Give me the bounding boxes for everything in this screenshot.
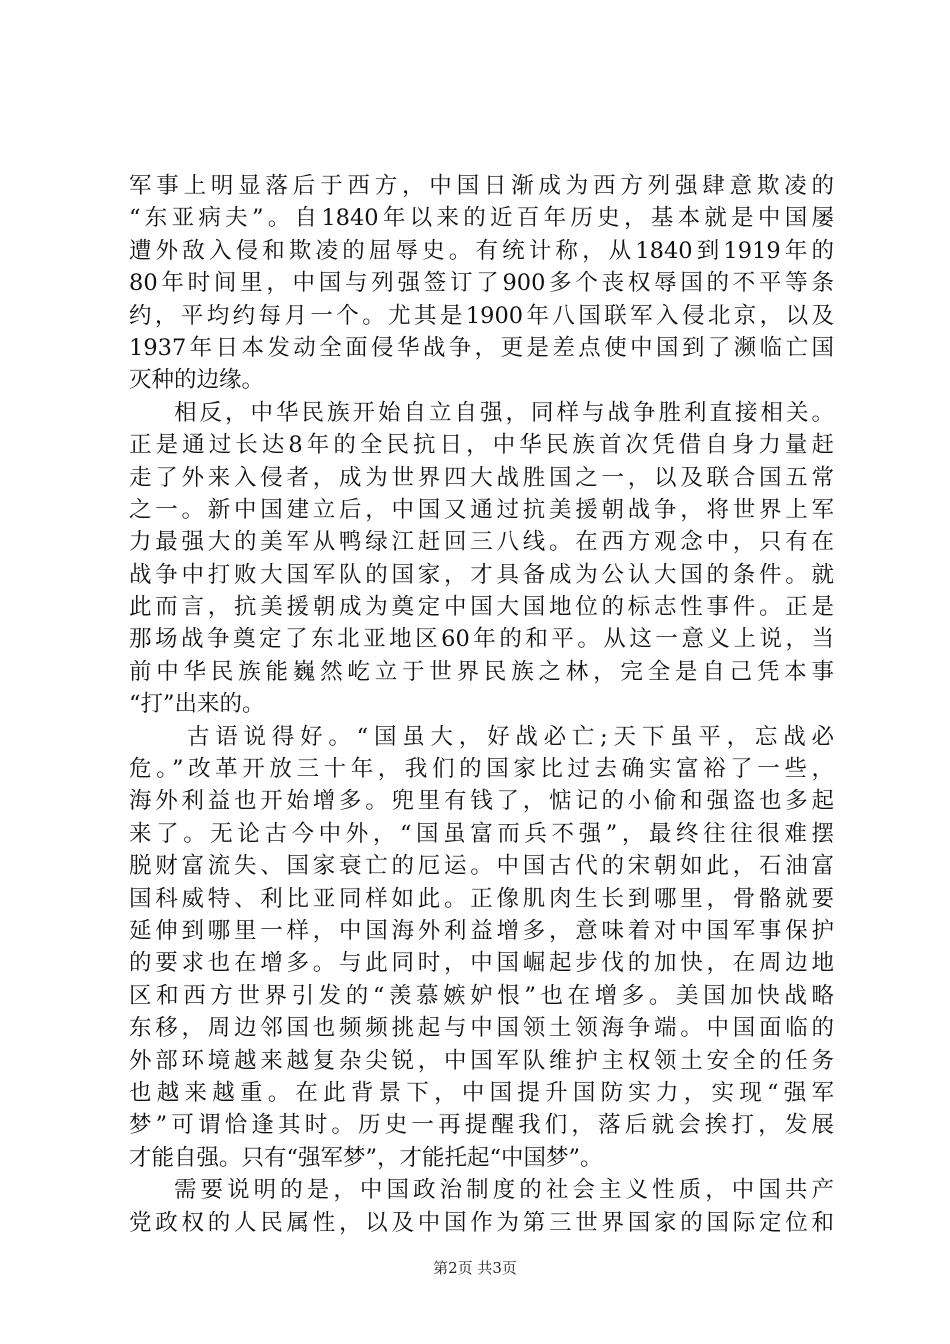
text-line: 需要说明的是，中国政治制度的社会主义性质，中国共产 bbox=[174, 1177, 834, 1204]
text-line: 相反，中华民族开始自立自强，同样与战争胜利直接相关。 bbox=[174, 399, 834, 426]
text-line: 力最强大的美军从鸭绿江赶回三八线。在西方观念中，只有在 bbox=[129, 529, 834, 556]
text-line: 遭外敌入侵和欺凌的屈辱史。有统计称，从1840到1919年的 bbox=[129, 237, 834, 264]
text-line: 战争中打败大国军队的国家，才具备成为公认大国的条件。就 bbox=[129, 561, 834, 588]
text-line: 军事上明显落后于西方，中国日渐成为西方列强肆意欺凌的 bbox=[129, 173, 834, 199]
text-line: 之一。新中国建立后，中国又通过抗美援朝战争，将世界上军 bbox=[129, 496, 834, 523]
text-line: 古语说得好。“国虽大，好战必亡;天下虽平，忘战必 bbox=[187, 723, 834, 750]
text-line: 也越来越重。在此背景下，中国提升国防实力，实现“强军 bbox=[129, 1079, 834, 1106]
text-line: 海外利益也开始增多。兜里有钱了，惦记的小偷和强盗也多起 bbox=[129, 788, 834, 815]
text-line: 那场战争奠定了东北亚地区60年的和平。从这一意义上说，当 bbox=[129, 626, 834, 653]
text-line: 1937年日本发动全面侵华战争，更是差点使中国到了濒临亡国 bbox=[129, 334, 834, 361]
text-line: 延伸到哪里一样，中国海外利益增多，意味着对中国军事保护 bbox=[129, 917, 834, 944]
text-line: 灭种的边缘。 bbox=[129, 367, 265, 394]
text-line: 的要求也在增多。与此同时，中国崛起步伐的加快，在周边地 bbox=[129, 950, 834, 977]
text-line: 国科威特、利比亚同样如此。正像肌肉生长到哪里，骨骼就要 bbox=[129, 885, 834, 912]
text-line: 80年时间里，中国与列强签订了900多个丧权辱国的不平等条 bbox=[129, 270, 834, 297]
text-line: 走了外来入侵者，成为世界四大战胜国之一，以及联合国五常 bbox=[129, 464, 834, 491]
text-line: 党政权的人民属性，以及中国作为第三世界国家的国际定位和 bbox=[129, 1209, 834, 1236]
text-line: 外部环境越来越复杂尖锐，中国军队维护主权领土安全的任务 bbox=[129, 1047, 834, 1074]
text-line: 区和西方世界引发的“羡慕嫉妒恨”也在增多。美国加快战略 bbox=[129, 982, 834, 1009]
text-line: 东移，周边邻国也频频挑起与中国领土领海争端。中国面临的 bbox=[129, 1015, 834, 1042]
text-line: “打”出来的。 bbox=[129, 691, 265, 718]
text-line: “东亚病夫”。自1840年以来的近百年历史，基本就是中国屡 bbox=[129, 205, 834, 232]
text-line: 此而言，抗美援朝成为奠定中国大国地位的标志性事件。正是 bbox=[129, 594, 834, 621]
body-text bbox=[129, 170, 834, 1239]
text-line: 脱财富流失、国家衰亡的厄运。中国古代的宋朝如此，石油富 bbox=[129, 853, 834, 880]
text-line: 正是通过长达8年的全民抗日，中华民族首次凭借自身力量赶 bbox=[129, 432, 834, 459]
text-line: 来了。无论古今中外，“国虽富而兵不强”，最终往往很难摆 bbox=[129, 820, 834, 847]
text-line: 梦”可谓恰逢其时。历史一再提醒我们，落后就会挨打，发展 bbox=[129, 1112, 834, 1139]
text-line: 前中华民族能巍然屹立于世界民族之林，完全是自己凭本事 bbox=[129, 658, 834, 685]
page-footer: 第2页 共3页 bbox=[433, 1259, 517, 1277]
text-line: 才能自强。只有“强军梦”，才能托起“中国梦”。 bbox=[129, 1144, 603, 1171]
text-line: 危。”改革开放三十年，我们的国家比过去确实富裕了一些， bbox=[129, 756, 834, 783]
text-line: 约，平均约每月一个。尤其是1900年八国联军入侵北京，以及 bbox=[129, 302, 834, 329]
